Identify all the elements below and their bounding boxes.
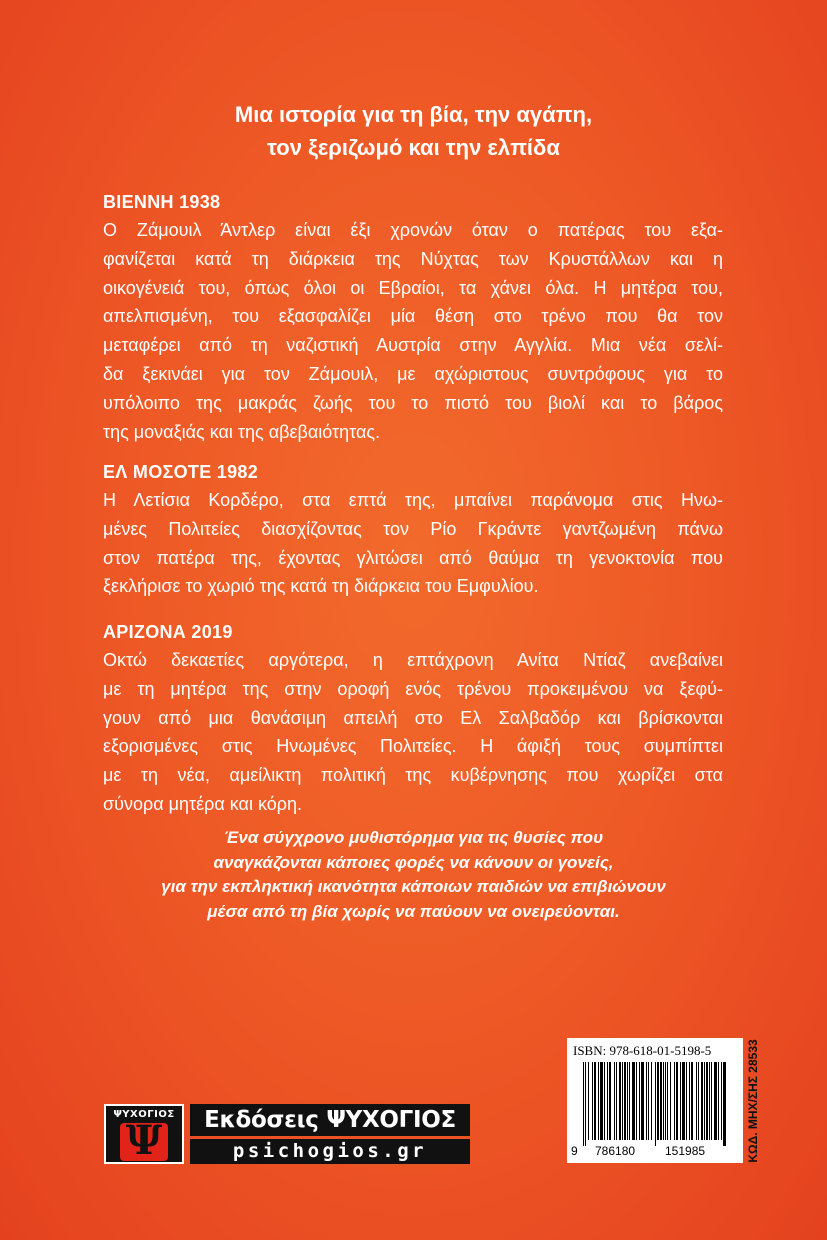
barcode-digits-right: 151985: [665, 1144, 706, 1158]
closing-statement: [60, 826, 767, 924]
publisher-name: Εκδόσεις ΨΥΧΟΓΙΟΣ: [190, 1104, 470, 1136]
psi-icon: [120, 1117, 168, 1164]
product-code: [743, 1038, 763, 1163]
closing-line-4: μέσα από τη βία χωρίς να παύουν να ονειρεύονται.: [207, 901, 620, 921]
body-line: οικογένειά του, όπως όλοι οι Εβραίοι, τα χάνει όλα. Η μητέρα του,: [103, 277, 723, 298]
body-line: εξορισμένες στις Ηνωμένες Πολιτείες. Η άφιξή τους συμπίπτει: [103, 736, 723, 757]
publisher-mark-text: ΨΥΧΟΓΙΟΣ: [113, 1109, 175, 1120]
section-body: [103, 646, 723, 819]
body-line: υπόλοιπο της μακράς ζωής του το πιστό του βιολί και το βάρος: [103, 392, 723, 413]
section-arizona: [103, 618, 723, 819]
section-el-mozote: [103, 458, 723, 601]
tagline-line-2: τον ξεριζωμό και την ελπίδα: [267, 135, 560, 160]
body-line: απελπισμένη, του εξασφαλίζει μία θέση στο τρένο που θα τον: [103, 306, 723, 327]
section-heading: ΒΙΕΝΝΗ 1938: [103, 192, 221, 212]
body-line: σύνορα μητέρα και κόρη.: [103, 793, 303, 814]
body-line: με τη νέα, αμείλικτη πολιτική της κυβέρνησης που χωρίζει στα: [103, 765, 723, 786]
body-line: γουν από μια θανάσιμη απειλή στο Ελ Σαλβαδόρ και βρίσκονται: [103, 707, 723, 728]
section-heading: ΕΛ ΜΟΣΟΤΕ 1982: [103, 462, 259, 482]
body-line: Ο Ζάμουιλ Άντλερ είναι έξι χρονών όταν ο πατέρας του εξα-: [103, 220, 723, 240]
publisher-mark: [104, 1104, 184, 1164]
body-line: Η Λετίσια Κορδέρο, στα επτά της, μπαίνει παράνομα στις Ηνω-: [103, 490, 723, 510]
psi-glyph: Ψ: [125, 1117, 163, 1164]
closing-line-3: για την εκπληκτική ικανότητα κάποιων παιδιών να επιβιώνουν: [161, 877, 666, 896]
body-line: στον πατέρα της, έχοντας γλιτώσει από θαύμα τη γενοκτονία που: [103, 547, 723, 568]
barcode-digit-first: 9: [571, 1144, 578, 1158]
body-line: Οκτώ δεκαετίες αργότερα, η επτάχρονη Ανίτα Ντίαζ ανεβαίνει: [103, 650, 723, 670]
body-line: της μοναξιάς και της αβεβαιότητας.: [103, 421, 381, 442]
isbn-label: ISBN: 978-618-01-5198-5: [573, 1043, 712, 1058]
publisher-url: psichogios.gr: [190, 1139, 470, 1164]
closing-line-1: Ένα σύγχρονο μυθιστόρημα για τις θυσίες που: [223, 828, 604, 847]
body-line: δα ξεκινάει για τον Ζάμουιλ, με αχώριστους συντρόφους για το: [103, 363, 723, 384]
body-line: μεταφέρει από τη ναζιστική Αυστρία στην Αγγλία. Μια νέα σελί-: [103, 335, 723, 356]
body-line: φανίζεται κατά τη διάρκεια της Νύχτας των Κρυστάλλων και η: [103, 248, 723, 269]
barcode: [567, 1038, 743, 1163]
barcode-bars: [581, 1062, 731, 1146]
product-code-text: ΚΩΔ. ΜΗΧ/ΣΗΣ 28533: [746, 1038, 760, 1163]
barcode-digits-left: 786180: [595, 1144, 636, 1158]
closing-line-2: αναγκάζονται κάποιες φορές να κάνουν οι γονείς,: [213, 852, 614, 872]
publisher-logo: [104, 1104, 470, 1164]
tagline: [60, 98, 767, 164]
body-line: μένες Πολιτείες διασχίζοντας τον Ρίο Γκράντε γαντζωμένη πάνω: [103, 518, 723, 539]
tagline-line-1: Μια ιστορία για τη βία, την αγάπη,: [234, 102, 593, 127]
section-body: [103, 216, 723, 446]
body-line: με τη μητέρα της στην οροφή ενός τρένου προκειμένου να ξεφύ-: [103, 678, 723, 699]
body-line: ξεκλήρισε το χωριό της κατά τη διάρκεια του Εμφυλίου.: [103, 576, 539, 597]
section-vienna: [103, 188, 723, 446]
section-heading: ΑΡΙΖΟΝΑ 2019: [103, 622, 233, 642]
section-body: [103, 486, 723, 601]
